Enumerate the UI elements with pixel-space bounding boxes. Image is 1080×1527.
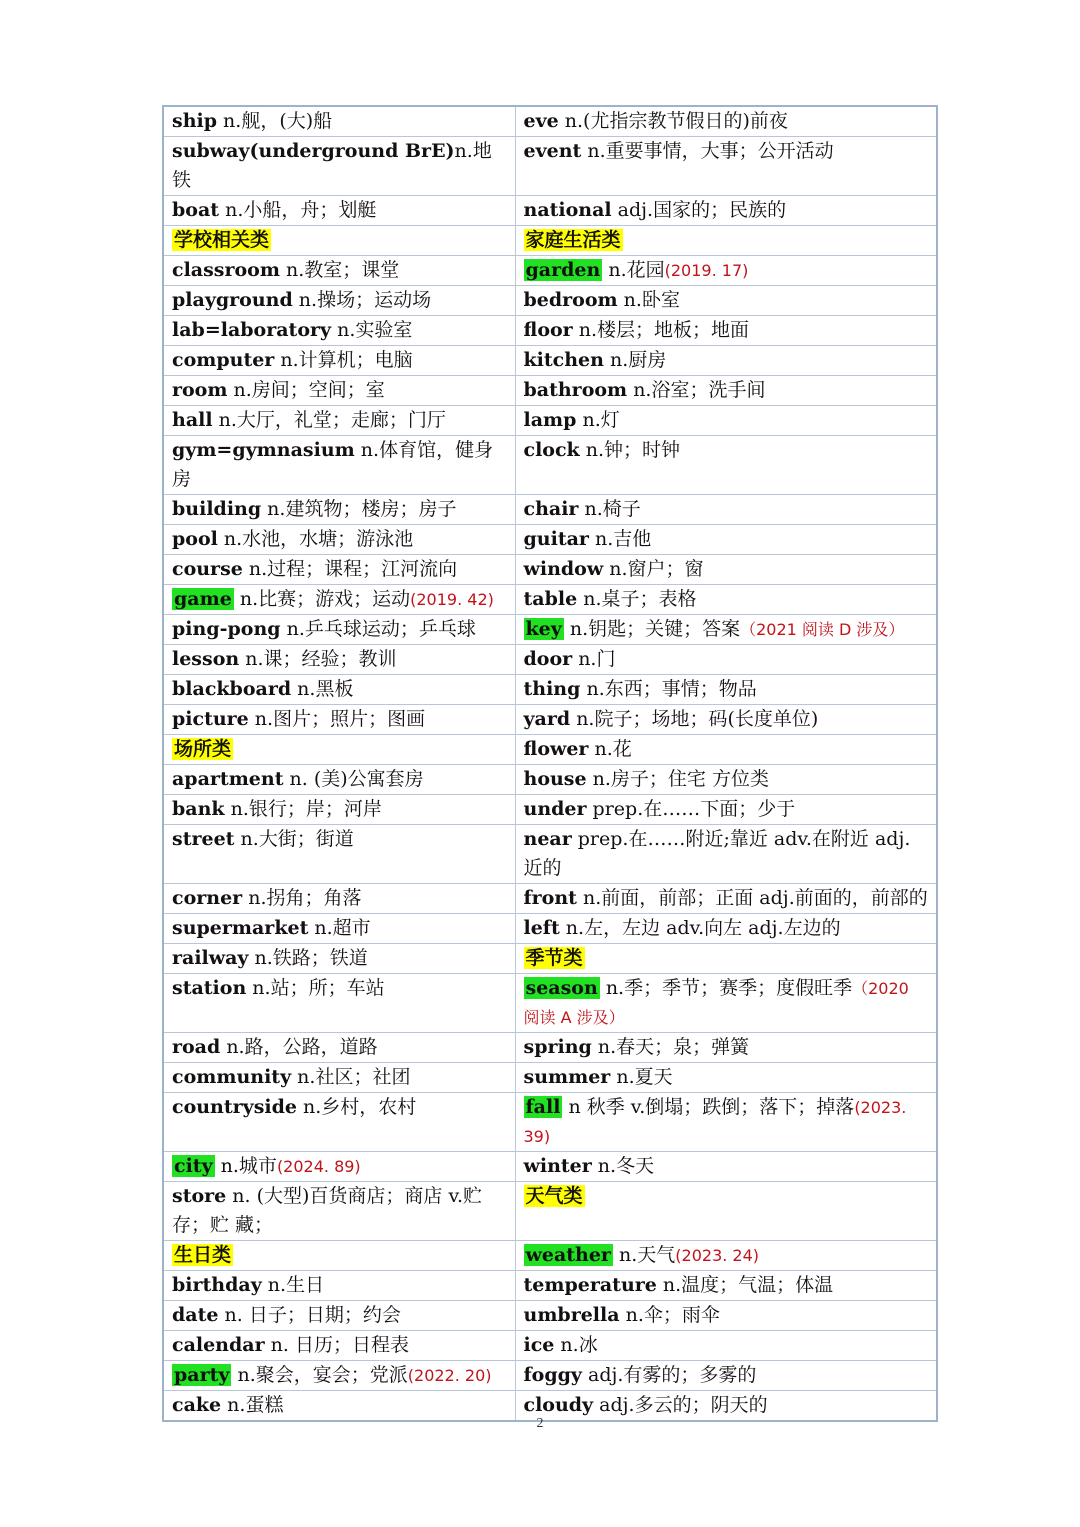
vocab-word: front — [523, 887, 577, 909]
exam-note: (2019. 17) — [664, 261, 749, 280]
vocab-word: road — [172, 1036, 221, 1058]
definition: n.生日 — [261, 1274, 325, 1296]
definition: n.窗户；窗 — [603, 558, 704, 580]
right-cell — [515, 765, 937, 795]
table-row — [163, 256, 937, 286]
exam-note: (2023. 39) — [523, 1098, 907, 1146]
definition: n.花园 — [602, 259, 665, 281]
vocab-word: course — [172, 558, 243, 580]
right-cell — [515, 645, 937, 675]
definition: n.前面，前部；正面 adj.前面的，前部的 — [576, 887, 928, 909]
vocab-word: street — [172, 828, 235, 850]
vocab-word: temperature — [523, 1274, 657, 1296]
definition: n.比赛；游戏；运动 — [233, 588, 411, 610]
vocab-word: bank — [172, 798, 225, 820]
table-row — [163, 735, 937, 765]
definition: n.房子；住宅 方位类 — [586, 768, 769, 790]
definition: n.浴室；洗手间 — [627, 379, 766, 401]
table-row — [163, 974, 937, 1033]
vocab-word: cake — [172, 1394, 222, 1416]
right-cell — [515, 1033, 937, 1063]
vocab-word: table — [523, 588, 578, 610]
vocab-word: bathroom — [523, 379, 628, 401]
definition: n.大厅，礼堂；走廊；门厅 — [212, 409, 446, 431]
left-cell — [163, 1033, 515, 1063]
left-cell — [163, 1093, 515, 1152]
right-cell — [515, 106, 937, 137]
exam-note: （2020 阅读 A 涉及） — [523, 979, 909, 1027]
highlighted-word: garden — [525, 259, 601, 281]
vocab-word: playground — [172, 289, 293, 311]
left-cell — [163, 346, 515, 376]
left-cell — [163, 705, 515, 735]
right-cell — [515, 1271, 937, 1301]
table-row — [163, 944, 937, 974]
definition: n.楼层；地板；地面 — [572, 319, 749, 341]
right-cell — [515, 525, 937, 555]
right-cell — [515, 795, 937, 825]
right-cell — [515, 735, 937, 765]
left-cell — [163, 735, 515, 765]
vocab-word: store — [172, 1185, 227, 1207]
highlighted-word: game — [174, 588, 232, 610]
definition: n.厨房 — [603, 349, 667, 371]
definition: n.银行；岸；河岸 — [224, 798, 382, 820]
definition: n.城市 — [214, 1155, 277, 1177]
definition: adj.国家的；民族的 — [611, 199, 787, 221]
highlighted-word: weather — [525, 1244, 611, 1266]
right-cell — [515, 705, 937, 735]
vocab-word: computer — [172, 349, 275, 371]
definition: n.钥匙；关键；答案 — [563, 618, 741, 640]
definition: n.春天；泉；弹簧 — [591, 1036, 750, 1058]
left-cell — [163, 884, 515, 914]
right-cell — [515, 675, 937, 705]
vocab-word: clock — [523, 439, 580, 461]
left-cell — [163, 1361, 515, 1391]
definition: n 秋季 v.倒塌；跌倒；落下；掉落 — [562, 1096, 855, 1118]
category-header: 家庭生活类 — [525, 229, 621, 251]
table-row — [163, 884, 937, 914]
vocab-word: foggy — [523, 1364, 582, 1386]
left-cell — [163, 106, 515, 137]
definition: n.小船，舟；划艇 — [219, 199, 377, 221]
vocab-word: under — [523, 798, 587, 820]
table-row — [163, 316, 937, 346]
left-cell — [163, 495, 515, 525]
definition: n.路，公路，道路 — [220, 1036, 378, 1058]
definition: n.水池，水塘；游泳池 — [217, 528, 414, 550]
definition: n.操场；运动场 — [292, 289, 432, 311]
definition: n.冰 — [554, 1334, 598, 1356]
left-cell — [163, 765, 515, 795]
vocab-word: event — [523, 140, 582, 162]
left-cell — [163, 436, 515, 495]
vocab-word: station — [172, 977, 247, 999]
definition: n.体育馆，健身房 — [172, 439, 494, 490]
definition: n.钟；时钟 — [579, 439, 681, 461]
vocab-word: bedroom — [523, 289, 618, 311]
left-cell — [163, 615, 515, 645]
left-cell — [163, 1152, 515, 1182]
definition: n.乡村，农村 — [296, 1096, 417, 1118]
table-row — [163, 585, 937, 615]
left-cell — [163, 525, 515, 555]
table-row — [163, 825, 937, 884]
definition: n. 日子；日期；约会 — [218, 1304, 401, 1326]
left-cell — [163, 256, 515, 286]
right-cell — [515, 615, 937, 645]
vocab-word: gym=gymnasium — [172, 439, 355, 461]
table-row — [163, 795, 937, 825]
right-cell — [515, 495, 937, 525]
left-cell — [163, 406, 515, 436]
left-cell — [163, 795, 515, 825]
table-row — [163, 137, 937, 196]
vocab-word: spring — [523, 1036, 592, 1058]
table-row — [163, 1361, 937, 1391]
table-row — [163, 1331, 937, 1361]
vocab-word: hall — [172, 409, 213, 431]
table-row — [163, 406, 937, 436]
table-row — [163, 495, 937, 525]
vocab-word: supermarket — [172, 917, 309, 939]
vocab-word: corner — [172, 887, 243, 909]
vocab-word: yard — [523, 708, 571, 730]
vocab-word: ship — [172, 110, 218, 132]
table-row — [163, 376, 937, 406]
table-row — [163, 555, 937, 585]
vocab-word: date — [172, 1304, 219, 1326]
table-row — [163, 226, 937, 256]
left-cell — [163, 645, 515, 675]
right-cell — [515, 226, 937, 256]
right-cell — [515, 1182, 937, 1241]
exam-note: (2022. 20) — [407, 1366, 492, 1385]
left-cell — [163, 825, 515, 884]
definition: n.大街；街道 — [234, 828, 354, 850]
vocab-word: kitchen — [523, 349, 604, 371]
vocab-word: flower — [523, 738, 589, 760]
definition: n.(尤指宗教节假日的)前夜 — [558, 110, 788, 132]
left-cell — [163, 286, 515, 316]
definition: n.铁路；铁道 — [248, 947, 368, 969]
definition: n.建筑物；楼房；房子 — [261, 498, 457, 520]
right-cell — [515, 944, 937, 974]
highlighted-word: fall — [525, 1096, 561, 1118]
definition: n.东西；事情；物品 — [580, 678, 757, 700]
definition: n.季；季节；赛季；度假旺季 — [599, 977, 853, 999]
definition: n.椅子 — [578, 498, 641, 520]
left-cell — [163, 585, 515, 615]
right-cell — [515, 884, 937, 914]
definition: n.聚会，宴会；党派 — [231, 1364, 408, 1386]
left-cell — [163, 914, 515, 944]
table-row — [163, 196, 937, 226]
vocabulary-table-body — [163, 106, 937, 1421]
definition: n.房间；空间；室 — [227, 379, 385, 401]
definition: n.黑板 — [291, 678, 354, 700]
vocab-word: community — [172, 1066, 292, 1088]
table-row — [163, 436, 937, 495]
right-cell — [515, 585, 937, 615]
left-cell — [163, 376, 515, 406]
vocab-word: lesson — [172, 648, 240, 670]
vocab-word: umbrella — [523, 1304, 620, 1326]
table-row — [163, 1152, 937, 1182]
exam-note: （2021 阅读 D 涉及） — [740, 620, 905, 639]
vocab-word: winter — [523, 1155, 592, 1177]
table-row — [163, 525, 937, 555]
category-header: 生日类 — [174, 1244, 232, 1266]
left-cell — [163, 316, 515, 346]
category-header: 学校相关类 — [174, 229, 270, 251]
vocab-word: chair — [523, 498, 579, 520]
vocab-word: boat — [172, 199, 220, 221]
vocab-word: room — [172, 379, 228, 401]
definition: n.拐角；角落 — [242, 887, 362, 909]
right-cell — [515, 825, 937, 884]
right-cell — [515, 1361, 937, 1391]
highlighted-word: key — [525, 618, 562, 640]
right-cell — [515, 1063, 937, 1093]
vocab-word: apartment — [172, 768, 284, 790]
left-cell — [163, 944, 515, 974]
right-cell — [515, 1301, 937, 1331]
vocab-word: cloudy — [523, 1394, 594, 1416]
table-row — [163, 286, 937, 316]
definition: n.乒乓球运动；乒乓球 — [280, 618, 476, 640]
highlighted-word: city — [174, 1155, 213, 1177]
right-cell — [515, 316, 937, 346]
table-row — [163, 1271, 937, 1301]
vocab-word: near — [523, 828, 572, 850]
right-cell — [515, 376, 937, 406]
vocab-word: calendar — [172, 1334, 265, 1356]
definition: adj.多云的；阴天的 — [593, 1394, 768, 1416]
vocabulary-table — [162, 105, 938, 1422]
left-cell — [163, 675, 515, 705]
vocab-word: national — [523, 199, 612, 221]
definition: n.灯 — [576, 409, 620, 431]
definition: n.重要事情，大事；公开活动 — [581, 140, 834, 162]
right-cell — [515, 256, 937, 286]
table-row — [163, 675, 937, 705]
table-row — [163, 615, 937, 645]
right-cell — [515, 1152, 937, 1182]
definition: n.花 — [588, 738, 632, 760]
definition: n.吉他 — [588, 528, 652, 550]
vocab-word: lamp — [523, 409, 577, 431]
definition: n.夏天 — [610, 1066, 673, 1088]
left-cell — [163, 974, 515, 1033]
table-row — [163, 1033, 937, 1063]
right-cell — [515, 914, 937, 944]
left-cell — [163, 1331, 515, 1361]
table-row — [163, 705, 937, 735]
category-header: 季节类 — [525, 947, 583, 969]
left-cell — [163, 1271, 515, 1301]
definition: n.图片；照片；图画 — [248, 708, 426, 730]
definition: n.站；所；车站 — [246, 977, 385, 999]
table-row — [163, 645, 937, 675]
vocab-word: building — [172, 498, 262, 520]
right-cell — [515, 137, 937, 196]
definition: n. (大型)百货商店；商店 v.贮存；贮 藏； — [172, 1185, 482, 1236]
vocab-word: house — [523, 768, 587, 790]
category-header: 天气类 — [525, 1185, 583, 1207]
definition: n.冬天 — [591, 1155, 655, 1177]
right-cell — [515, 196, 937, 226]
vocab-word: ice — [523, 1334, 555, 1356]
table-row — [163, 1093, 937, 1152]
table-row — [163, 1301, 937, 1331]
definition: n.天气 — [612, 1244, 676, 1266]
definition: n.超市 — [308, 917, 371, 939]
highlighted-word: season — [525, 977, 598, 999]
definition: prep.在……附近;靠近 adv.在附近 adj.近的 — [523, 828, 911, 879]
table-row — [163, 1241, 937, 1271]
exam-note: (2019. 42) — [410, 590, 494, 609]
vocab-word: subway(underground BrE) — [172, 140, 455, 162]
right-cell — [515, 555, 937, 585]
vocab-word: window — [523, 558, 604, 580]
vocab-word: classroom — [172, 259, 280, 281]
vocab-word: pool — [172, 528, 218, 550]
right-cell — [515, 1331, 937, 1361]
table-row — [163, 106, 937, 137]
definition: n.计算机；电脑 — [274, 349, 413, 371]
right-cell — [515, 1241, 937, 1271]
definition: n.教室；课堂 — [279, 259, 400, 281]
vocab-word: countryside — [172, 1096, 297, 1118]
vocab-word: guitar — [523, 528, 589, 550]
definition: n.过程；课程；江河流向 — [242, 558, 458, 580]
exam-note: (2024. 89) — [276, 1157, 361, 1176]
left-cell — [163, 226, 515, 256]
table-row — [163, 914, 937, 944]
vocab-word: picture — [172, 708, 249, 730]
highlighted-word: party — [174, 1364, 230, 1386]
left-cell — [163, 1301, 515, 1331]
vocab-word: ping-pong — [172, 618, 281, 640]
left-cell — [163, 1063, 515, 1093]
definition: n.桌子；表格 — [577, 588, 697, 610]
vocab-word: railway — [172, 947, 249, 969]
right-cell — [515, 286, 937, 316]
vocab-word: eve — [523, 110, 559, 132]
right-cell — [515, 346, 937, 376]
vocab-word: floor — [523, 319, 573, 341]
definition: n.舰，(大)船 — [217, 110, 333, 132]
vocab-word: summer — [523, 1066, 611, 1088]
definition: n.卧室 — [617, 289, 680, 311]
left-cell — [163, 1182, 515, 1241]
vocab-word: thing — [523, 678, 581, 700]
vocab-word: door — [523, 648, 573, 670]
vocab-word: birthday — [172, 1274, 262, 1296]
vocab-word: blackboard — [172, 678, 292, 700]
table-row — [163, 765, 937, 795]
definition: n.课；经验；教训 — [239, 648, 397, 670]
table-row — [163, 1182, 937, 1241]
right-cell — [515, 406, 937, 436]
left-cell — [163, 137, 515, 196]
left-cell — [163, 555, 515, 585]
definition: n.院子；场地；码(长度单位) — [570, 708, 819, 730]
vocab-word: left — [523, 917, 560, 939]
definition: n.实验室 — [331, 319, 413, 341]
left-cell — [163, 196, 515, 226]
definition: n.左，左边 adv.向左 adj.左边的 — [559, 917, 841, 939]
definition: n. (美)公寓套房 — [283, 768, 424, 790]
left-cell — [163, 1241, 515, 1271]
definition: prep.在……下面；少于 — [586, 798, 796, 820]
exam-note: (2023. 24) — [675, 1246, 760, 1265]
page-number: 2 — [536, 1416, 544, 1431]
definition: n. 日历；日程表 — [264, 1334, 409, 1356]
right-cell — [515, 1093, 937, 1152]
table-row — [163, 1063, 937, 1093]
definition: adj.有雾的；多雾的 — [581, 1364, 757, 1386]
definition: n.伞；雨伞 — [619, 1304, 720, 1326]
definition: n.地铁 — [172, 140, 492, 191]
right-cell — [515, 436, 937, 495]
right-cell — [515, 974, 937, 1033]
vocab-word: lab=laboratory — [172, 319, 332, 341]
definition: n.门 — [572, 648, 616, 670]
definition: n.温度；气温；体温 — [656, 1274, 834, 1296]
table-row — [163, 346, 937, 376]
definition: n.社区；社团 — [291, 1066, 411, 1088]
definition: n.蛋糕 — [221, 1394, 284, 1416]
category-header: 场所类 — [174, 738, 232, 760]
